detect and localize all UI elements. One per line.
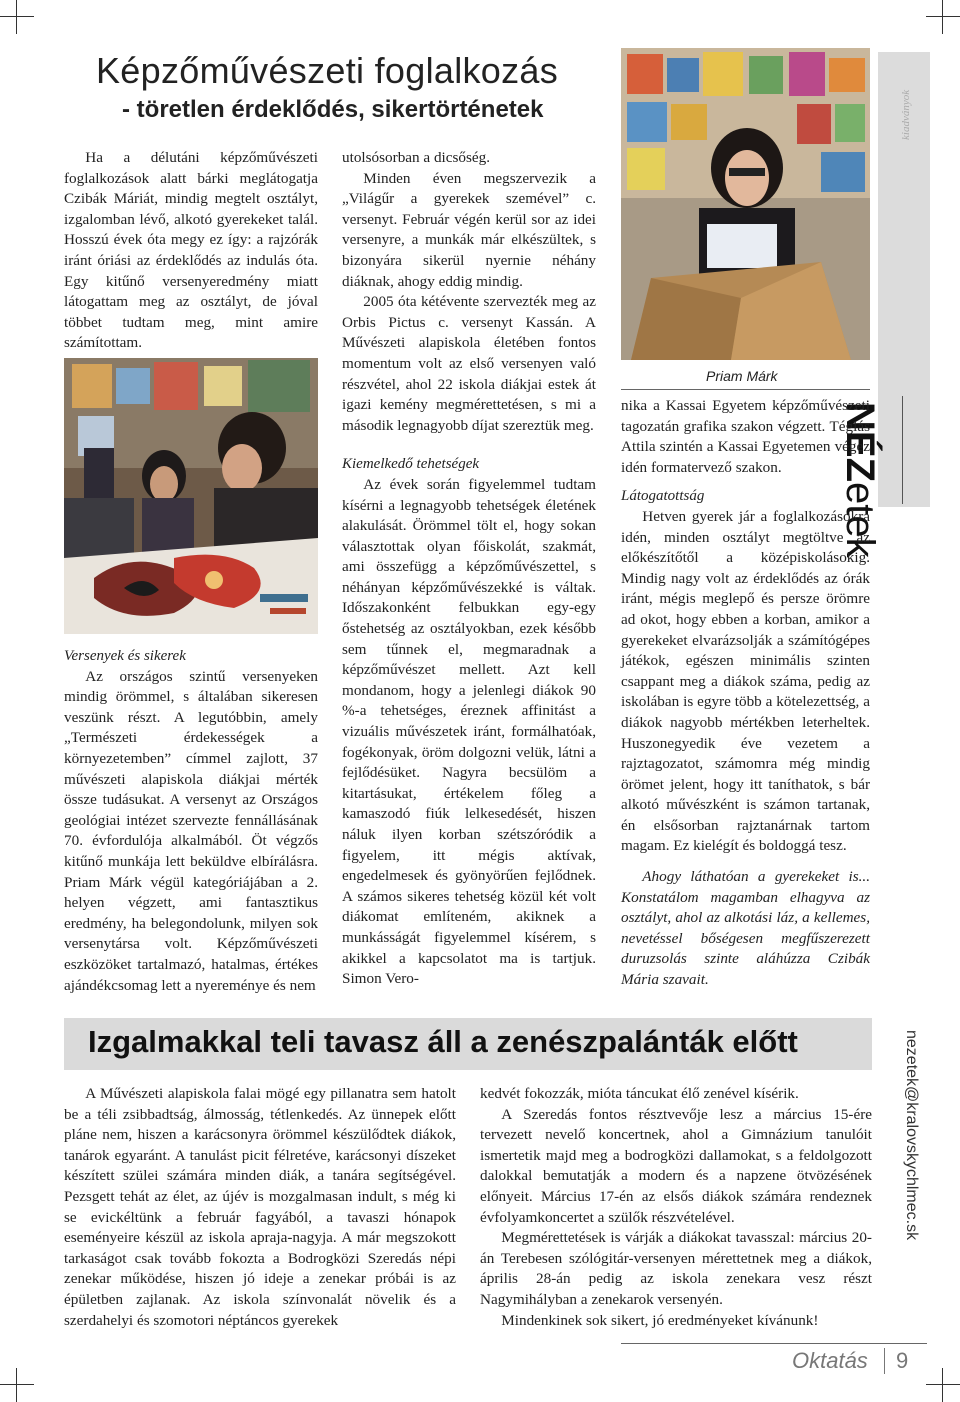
paragraph: Az országos szintű versenyeken mindig örömmel, s általában sikeresen veszünk részt. A legutóbbin, amely „Természeti érdekességek a környezetemben” címmel zajlott, 37 művészeti alapiskola diákjai mérték össze tudásukat. A versenyt az Országos geológiai intézet szervezte fennállásának 70. évfordulója alkalmából. Öt végzős kitűnő munkája lett beküldve elbírálásra. Priam Márk végül kategóriájában a 2. helyen végzett, ami fantasztikus eredmény, ha belegondolunk, milyen sok versenytársa volt. Képzőművészeti eszközöket tartalmazó, hatalmas, értékes ajándékcsomag lett a nyereménye és nem	[64, 667, 318, 994]
article-column-2	[342, 148, 596, 990]
closing-quote: Ahogy láthatóan a gyerekeket is... Konstatálom magamban elhagyva az osztályt, ahol az alkotási láz, a kellemes, nevetéssel bőségesen megfűszerezett duruzsolás szinte aláhúzza Czibák Mária szavait.	[621, 868, 870, 989]
paragraph: A Szeredás fontos résztvevője lesz a március 15-ére tervezett nevelő koncertnek, ahol a Gimnázium tanulóit ismertetik majd meg a bodrogközi dallamokat, s a feldolgozott dalokkal bemutatják a modern és a napzene ötvözésének előnyeit. Március 17-én az elsős diákok számára rendeznek évfolyamkoncertet a szülők részvételével.	[480, 1105, 872, 1226]
section-heading: Kiemelkedő tehetségek	[342, 456, 480, 473]
paragraph: nika a Kassai Egyetem képzőművészeti tagozatán grafika szakon végzett. Téglás Attila szintén a Kassai Egyetemen végez idén formatervező szakon.	[621, 397, 870, 476]
paragraph: Megmérettetések is várják a diákokat tavasszal: március 20-án Terebesen szólógitár-versenyen mérettetnek meg a diákok, április 28-án pedig az iskola zenekara vesz részt Nagymihályban a zenekarok versenyén.	[480, 1229, 872, 1308]
crop-mark-bottom-right	[926, 1368, 960, 1402]
article-subtitle: - töretlen érdeklődés, sikertörténetek	[122, 96, 544, 123]
sidebar-logo-rule	[902, 396, 903, 504]
paragraph: 2005 óta kétévente szervezték meg az Orbis Pictus c. versenyt Kassán. A Művészeti alapiskola életében fontos momentum volt az első versenyen való részvétel, ahol 22 iskola diákjai estek át igazi kemény megmérettetésen, s mi a második legnagyobb díjat szereztük meg.	[342, 293, 596, 434]
photo-caption: Priam Márk	[706, 368, 778, 384]
crop-mark-top-right	[926, 0, 960, 34]
brand-bold: NÉZ	[838, 402, 882, 482]
footer-section-label: Oktatás	[792, 1348, 868, 1373]
article-title: Képzőművészeti foglalkozás	[96, 50, 559, 91]
section-heading: Versenyek és sikerek	[64, 648, 186, 664]
brand-light: etek	[838, 482, 882, 558]
article-column-1	[64, 148, 318, 354]
portrait-photo-illustration	[621, 48, 870, 360]
page-number: 9	[896, 1348, 909, 1373]
crop-mark-bottom-left	[0, 1368, 34, 1402]
article2-column-1	[64, 1084, 456, 1331]
photo-priam-mark	[621, 48, 870, 360]
paragraph: Minden éven megszervezik a „Világűr a gyerekek szemével” c. versenyt. Február végén kerül sor az idei versenyre, a munkák már elkészültek, s bizonyára sikerül nyernie néhány diáknak, ahogy eddig mindig.	[342, 169, 596, 290]
article2-title: Izgalmakkal teli tavasz áll a zenészpalánták előtt	[88, 1024, 798, 1059]
crop-mark-top-left	[0, 0, 34, 34]
article-column-1-continued	[64, 646, 318, 996]
classroom-photo-illustration	[64, 358, 318, 634]
paragraph: Mindenkinek sok sikert, jó eredményeket kívánunk!	[501, 1311, 819, 1329]
footer-rule	[621, 1343, 927, 1344]
article2-column-2	[480, 1084, 872, 1331]
caption-rule	[621, 389, 870, 390]
paragraph: Ha a délutáni képzőművészeti foglalkozások alatt bárki meglátogatja Czibák Máriát, mindig megtelt osztályt, izgalomban lévő, alkotó gyerekeket talál. Hosszú évek óta megy ez így: a rajzórák iránt óriási az érdeklődés az indulás óta. Egy kitűnő versenyeredmény miatt látogattam meg az osztályt, de jóval többet tudtam meg, mint amire számítottam.	[64, 149, 318, 352]
paragraph: utolsósorban a dicsőség.	[342, 149, 491, 166]
sidebar-email: nezetek@kralovskychlmec.sk	[903, 1030, 920, 1241]
paragraph: Hetven gyerek jár a foglalkozásokra idén, minden osztályt megtöltve az előkészítőtől a középiskolásokig. Mindig nagy volt az érdeklődés az órák iránt, mégis meglepő és persze örömre ad okot, hogy ebben a korban, amikor a gyerekeket elvarázsolják a számítógépes játékok, egészen minimális szinten csappant meg a diákok száma, pedig az iskolában is egyre több a kötelezettség, a diákok nagyobb mértékben leterheltek. Huszonegyedik éve vezetem a rajztagozatot, számomra még mindig örömet jelent, hogy itt taníthatok, s bár alkotó művészként is számon tartanak, én elsősorban rajztanárnak tartom magam. Ez kielégít és boldoggá tesz.	[621, 507, 870, 855]
photo-children-painting	[64, 358, 318, 634]
paragraph: kedvét fokozzák, mióta táncukat élő zenével kísérik.	[480, 1085, 799, 1102]
footer-divider	[884, 1348, 885, 1374]
paragraph: Az évek során figyelemmel tudtam kísérni a legnagyobb tehetségek életének alakulását. Örömmel tölt el, hogy sokan választottak olyan főiskolát, szakmát, ami összefügg a képzőművészettel, s néhányan képzőművészekké is váltak. Időszakonként felbukkan egy-egy őstehetség az osztályokban, ezek később sem tűnnek el, megmaradnak a képzőművészet mellett. Azt kell mondanom, hogy a jelenlegi diákok 90 %-a tehetséges, éreznek affinitást a vizuális művészetek iránt, formálhatóak, fogékonyak, öröm dolgozni velük, látni a fejlődésüket. Nagyra becsülöm a kitartásukat, értékelem főleg a kamaszodó fiúk lelkesedését, hiszen náluk ilyen korban szétszóródik a figyelem, itt mégis aktívak, engedelmesek és gyönyörűen fejlődnek. A számos sikeres tehetség közül két volt diákomat említeném, akiknek a munkásságát figyelemmel kísérem, s akikkel a kapcsolatot ma is tartjuk. Simon Vero-	[342, 475, 596, 988]
paragraph: A Művészeti alapiskola falai mögé egy pillanatra sem hatolt be a téli zsibbadtság, álmosság, tétlenkedés. Az ünnepek előtt pláne nem, hiszen a karácsonyra örömmel készülődtek diákok, tanárok egyaránt. A tanulást picit félretéve, karácsonyi díszeket készített szülei számára minden diák, a tanára segítségével. Pezsgett tehát az élet, az újév is mozgalmasan indult, s még ki se evickéltünk a február fagyából, a tavaszi hónapok eseményeire készül az iskola apraja-nagyja. A már megszokott tarkaságot csak tovább fokozta a Bodrogközi Szeredás népi zenekar működése, hiszen jó ideje a zenekar próbái is az épületben zajlanak. Az iskola színvonalát növelik és a szerdahelyi és szomotori néptáncos gyerekek	[64, 1085, 456, 1329]
section-heading: Látogatottság	[621, 488, 705, 505]
sidebar-section-label: kiadványok	[900, 89, 912, 140]
article-column-3	[621, 396, 870, 991]
